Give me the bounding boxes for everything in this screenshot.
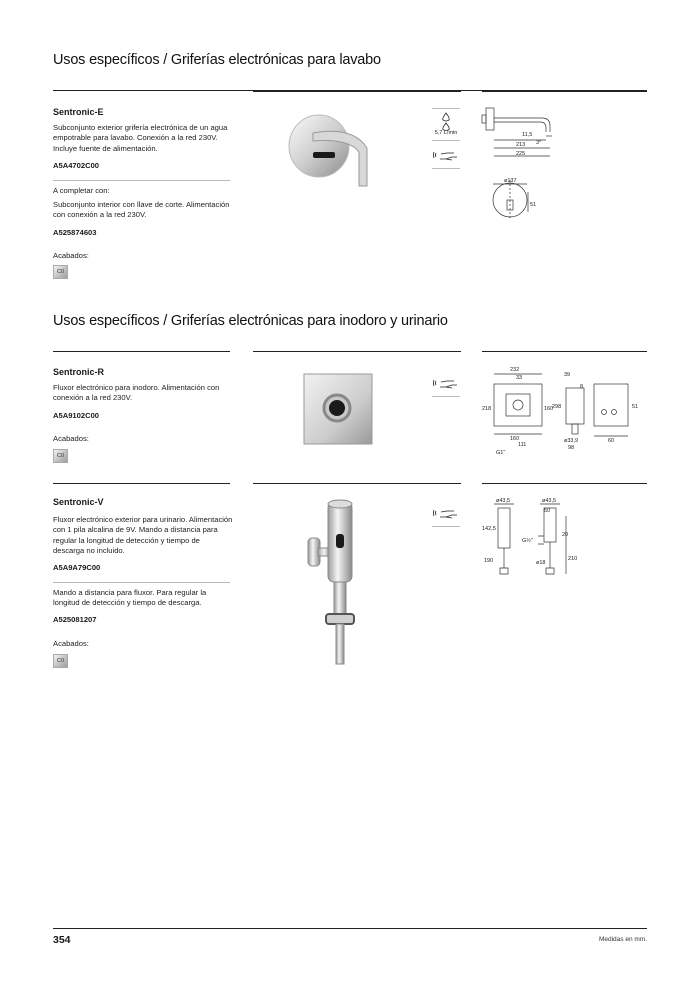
dimension-label: G1" xyxy=(496,450,506,456)
dimension-label: 3° xyxy=(536,140,542,146)
footer-note: Medidas en mm. xyxy=(598,936,647,943)
footer-divider xyxy=(53,928,647,929)
finish-swatch-chrome: C0 xyxy=(53,449,68,463)
dimension-label: 39 xyxy=(564,372,571,378)
dimension-label: 142,5 xyxy=(482,526,496,532)
dimension-label: 8 xyxy=(580,384,584,390)
dimension-label: 218 xyxy=(482,406,492,412)
product-code: A5A9A79C00 xyxy=(53,563,101,572)
dimension-label: 60 xyxy=(608,438,615,444)
product-name: Sentronic-E xyxy=(53,107,104,117)
dimension-label: G½" xyxy=(522,538,533,544)
divider xyxy=(53,582,230,583)
section-divider xyxy=(53,483,230,484)
finishes-label: Acabados: xyxy=(53,251,89,260)
dimension-label: 33 xyxy=(516,375,523,381)
flush-plate-product-image xyxy=(300,370,376,448)
product-description: Subconjunto exterior grifería electrónica de un agua empotrable para lavabo. Conexión a la red 230V. Incluye fuente de alimentación. xyxy=(53,123,228,153)
dimension-label: 160 xyxy=(510,436,520,442)
divider xyxy=(53,180,230,181)
dimension-label: ø33,9 xyxy=(564,438,579,444)
product-name: Sentronic-V xyxy=(53,497,104,507)
dimension-label: 225 xyxy=(516,151,526,157)
product-code: A5A9102C00 xyxy=(53,411,100,420)
finishes-label: Acabados: xyxy=(53,434,89,443)
dimension-label: 11,5 xyxy=(522,132,533,138)
column-rule xyxy=(253,91,461,92)
dimension-label: ø43,5 xyxy=(496,498,511,504)
complement-label: A completar con: xyxy=(53,186,110,195)
section-divider xyxy=(253,483,461,484)
finishes-label: Acabados: xyxy=(53,639,89,648)
complement-description: Mando a distancia para fluxor. Para regular la longitud de detección y tiempo de descarga. xyxy=(53,588,207,608)
dimension-label: 213 xyxy=(516,142,526,148)
complement-code: A525874603 xyxy=(53,228,97,237)
flow-rate-label: 5,7 L/min xyxy=(434,130,458,136)
hand-sensor-icon xyxy=(432,376,460,390)
water-drop-icon xyxy=(440,112,452,132)
dimension-label: 210 xyxy=(568,556,578,562)
dimension-label: 20 xyxy=(562,532,569,538)
section-divider xyxy=(482,483,647,484)
page-number: 354 xyxy=(53,934,71,946)
urinal-valve-technical-drawing xyxy=(482,496,592,581)
urinal-flush-valve-product-image xyxy=(306,496,366,666)
complement-code: A525081207 xyxy=(53,615,97,624)
dimension-label: ø137 xyxy=(504,178,517,184)
section-title-lavabo: Usos específicos / Griferías electrónicas para lavabo xyxy=(53,52,381,68)
section-divider xyxy=(53,351,230,352)
dimension-label: ø43,5 xyxy=(542,498,557,504)
dimension-label: 51 xyxy=(530,202,537,208)
faucet-product-image xyxy=(283,108,383,192)
section-divider xyxy=(253,351,461,352)
dimension-label: ø18 xyxy=(536,560,546,566)
dimension-label: 50 xyxy=(544,508,551,514)
section-divider xyxy=(482,351,647,352)
section-title-inodoro-urinario: Usos específicos / Griferías electrónicas para inodoro y urinario xyxy=(53,313,448,329)
product-description: Fluxor electrónico exterior para urinario. Alimentación con 1 pila alcalina de 9V. Mando a distancia para regular la longitud de detección y tiempo de descarga no incluido. xyxy=(53,515,233,556)
finish-swatch-chrome: C0 xyxy=(53,265,68,279)
product-description: Fluxor electrónico para inodoro. Alimentación con conexión a la red 230V. xyxy=(53,383,220,403)
complement-description: Subconjunto interior con llave de corte. Alimentación con conexión a la red 230V. xyxy=(53,200,230,220)
dimension-label: 98 xyxy=(568,445,575,451)
dimension-label: 298 xyxy=(552,404,562,410)
dimension-label: 232 xyxy=(510,367,520,373)
faucet-technical-drawing xyxy=(480,100,570,225)
dimension-label: 190 xyxy=(484,558,494,564)
product-code: A5A4702C00 xyxy=(53,161,100,170)
dimension-label: 160 xyxy=(544,406,554,412)
hand-sensor-icon xyxy=(432,148,460,162)
flush-plate-technical-drawing xyxy=(482,362,647,457)
dimension-label: 51 xyxy=(632,404,639,410)
column-rule xyxy=(482,91,647,92)
hand-sensor-icon xyxy=(432,506,460,520)
finish-swatch-chrome: C0 xyxy=(53,654,68,668)
product-name: Sentronic-R xyxy=(53,367,105,377)
dimension-label: 111 xyxy=(518,442,527,448)
